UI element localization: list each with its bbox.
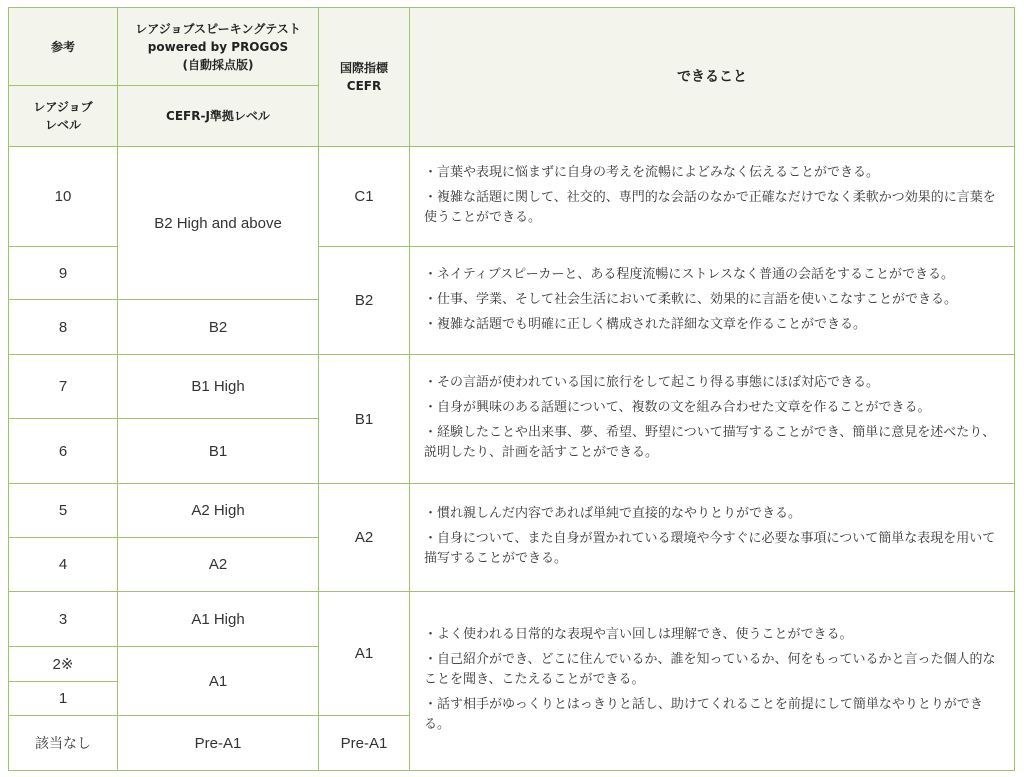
cefrj-level-cell: A2 xyxy=(118,538,319,592)
can-do-item: ・言葉や表現に悩まずに自身の考えを流暢によどみなく伝えることができる。 xyxy=(424,165,880,180)
can-do-item: ・複雑な話題に関して、社交的、専門的な会話のなかで正確なだけでなく柔軟かつ効果的に言葉を使うことができる。 xyxy=(424,190,996,225)
cefrj-level-cell: A1 xyxy=(118,647,319,716)
table-row-level-5 xyxy=(9,484,1015,538)
rarejob-level-cell: 10 xyxy=(9,147,118,247)
cefr-level-cell: C1 xyxy=(319,147,410,247)
rarejob-level-cell: 2※ xyxy=(9,647,118,682)
rarejob-level-cell: 8 xyxy=(9,300,118,355)
cefrj-level-cell: Pre-A1 xyxy=(118,716,319,771)
cefr-level-cell: B1 xyxy=(319,355,410,484)
header-cefr xyxy=(319,8,410,147)
rarejob-level-cell: 9 xyxy=(9,247,118,300)
header-rarejob-level-line-1: レアジョブ xyxy=(33,100,93,114)
can-do-item: ・よく使われる日常的な表現や言い回しは理解でき、使うことができる。 xyxy=(424,627,853,642)
header-cefrj-level: CEFR-J準拠レベル xyxy=(118,86,319,147)
rarejob-level-cell: 1 xyxy=(9,682,118,716)
can-do-item: ・自身が興味のある話題について、複数の文を組み合わせた文章を作ることができる。 xyxy=(424,400,931,415)
rarejob-level-cell: 5 xyxy=(9,484,118,538)
header-test-title-line-3: (自動採点版) xyxy=(182,57,254,72)
can-do-cell-a2 xyxy=(410,484,1015,592)
table-row-level-10 xyxy=(9,147,1015,247)
header-cefr-line-2: CEFR xyxy=(346,79,382,93)
can-do-item: ・自己紹介ができ、どこに住んでいるか、誰を知っているか、何をもっているかと言った個人的なことを聞き、こたえることができる。 xyxy=(424,652,996,687)
cefrj-level-cell: A2 High xyxy=(118,484,319,538)
table-row-level-3 xyxy=(9,592,1015,647)
can-do-item: ・仕事、学業、そして社会生活において柔軟に、効果的に言語を使いこなすことができる。 xyxy=(424,291,958,307)
cefrj-level-cell: B1 High xyxy=(118,355,319,419)
header-rarejob-level xyxy=(9,86,118,147)
rarejob-level-cell: 3 xyxy=(9,592,118,647)
cefrj-level-cell: B2 xyxy=(118,300,319,355)
can-do-cell-c1 xyxy=(410,147,1015,247)
cefr-level-cell: A1 xyxy=(319,592,410,716)
level-comparison-table xyxy=(8,7,1015,771)
can-do-item: ・経験したことや出来事、夢、希望、野望について描写することができ、簡単に意見を述べたり、説明したり、計画を話すことができる。 xyxy=(424,425,996,460)
can-do-item: ・その言語が使われている国に旅行をして起こり得る事態にほぼ対応できる。 xyxy=(424,375,880,390)
can-do-item: ・慣れ親しんだ内容であれば単純で直接的なやりとりができる。 xyxy=(424,506,802,521)
rarejob-level-cell: 6 xyxy=(9,419,118,484)
can-do-item: ・自身について、また自身が置かれている環境や今すぐに必要な事項について簡単な表現を用いて描写することができる。 xyxy=(424,531,996,566)
header-speaking-test xyxy=(118,8,319,86)
can-do-cell-b2 xyxy=(410,247,1015,355)
cefr-level-cell: Pre-A1 xyxy=(319,716,410,771)
header-test-title-line-1: レアジョブスピーキングテスト xyxy=(135,21,301,36)
can-do-cell-b1 xyxy=(410,355,1015,484)
header-rarejob-level-line-2: レベル xyxy=(44,118,81,132)
can-do-item: ・ネイティブスピーカーと、ある程度流暢にストレスなく普通の会話をすることができる。 xyxy=(424,266,955,282)
cefrj-level-cell: B2 High and above xyxy=(118,147,319,300)
rarejob-level-cell: 7 xyxy=(9,355,118,419)
can-do-item: ・話す相手がゆっくりとはっきりと話し、助けてくれることを前提にして簡単なやりとりができる。 xyxy=(424,697,983,732)
header-cefr-line-1: 国際指標 xyxy=(339,61,388,75)
header-row-1 xyxy=(9,8,1015,86)
table-row-level-7 xyxy=(9,355,1015,419)
rarejob-level-cell: 4 xyxy=(9,538,118,592)
cefrj-level-cell: B1 xyxy=(118,419,319,484)
header-reference: 参考 xyxy=(9,8,118,86)
header-can-do: できること xyxy=(410,8,1015,147)
can-do-item: ・複雑な話題でも明確に正しく構成された詳細な文章を作ることができる。 xyxy=(424,316,867,332)
rarejob-level-cell: 該当なし xyxy=(9,716,118,771)
cefrj-level-cell: A1 High xyxy=(118,592,319,647)
cefr-level-cell: B2 xyxy=(319,247,410,355)
cefr-level-cell: A2 xyxy=(319,484,410,592)
header-test-title-line-2: powered by PROGOS xyxy=(147,39,289,54)
can-do-cell-a1 xyxy=(410,592,1015,771)
